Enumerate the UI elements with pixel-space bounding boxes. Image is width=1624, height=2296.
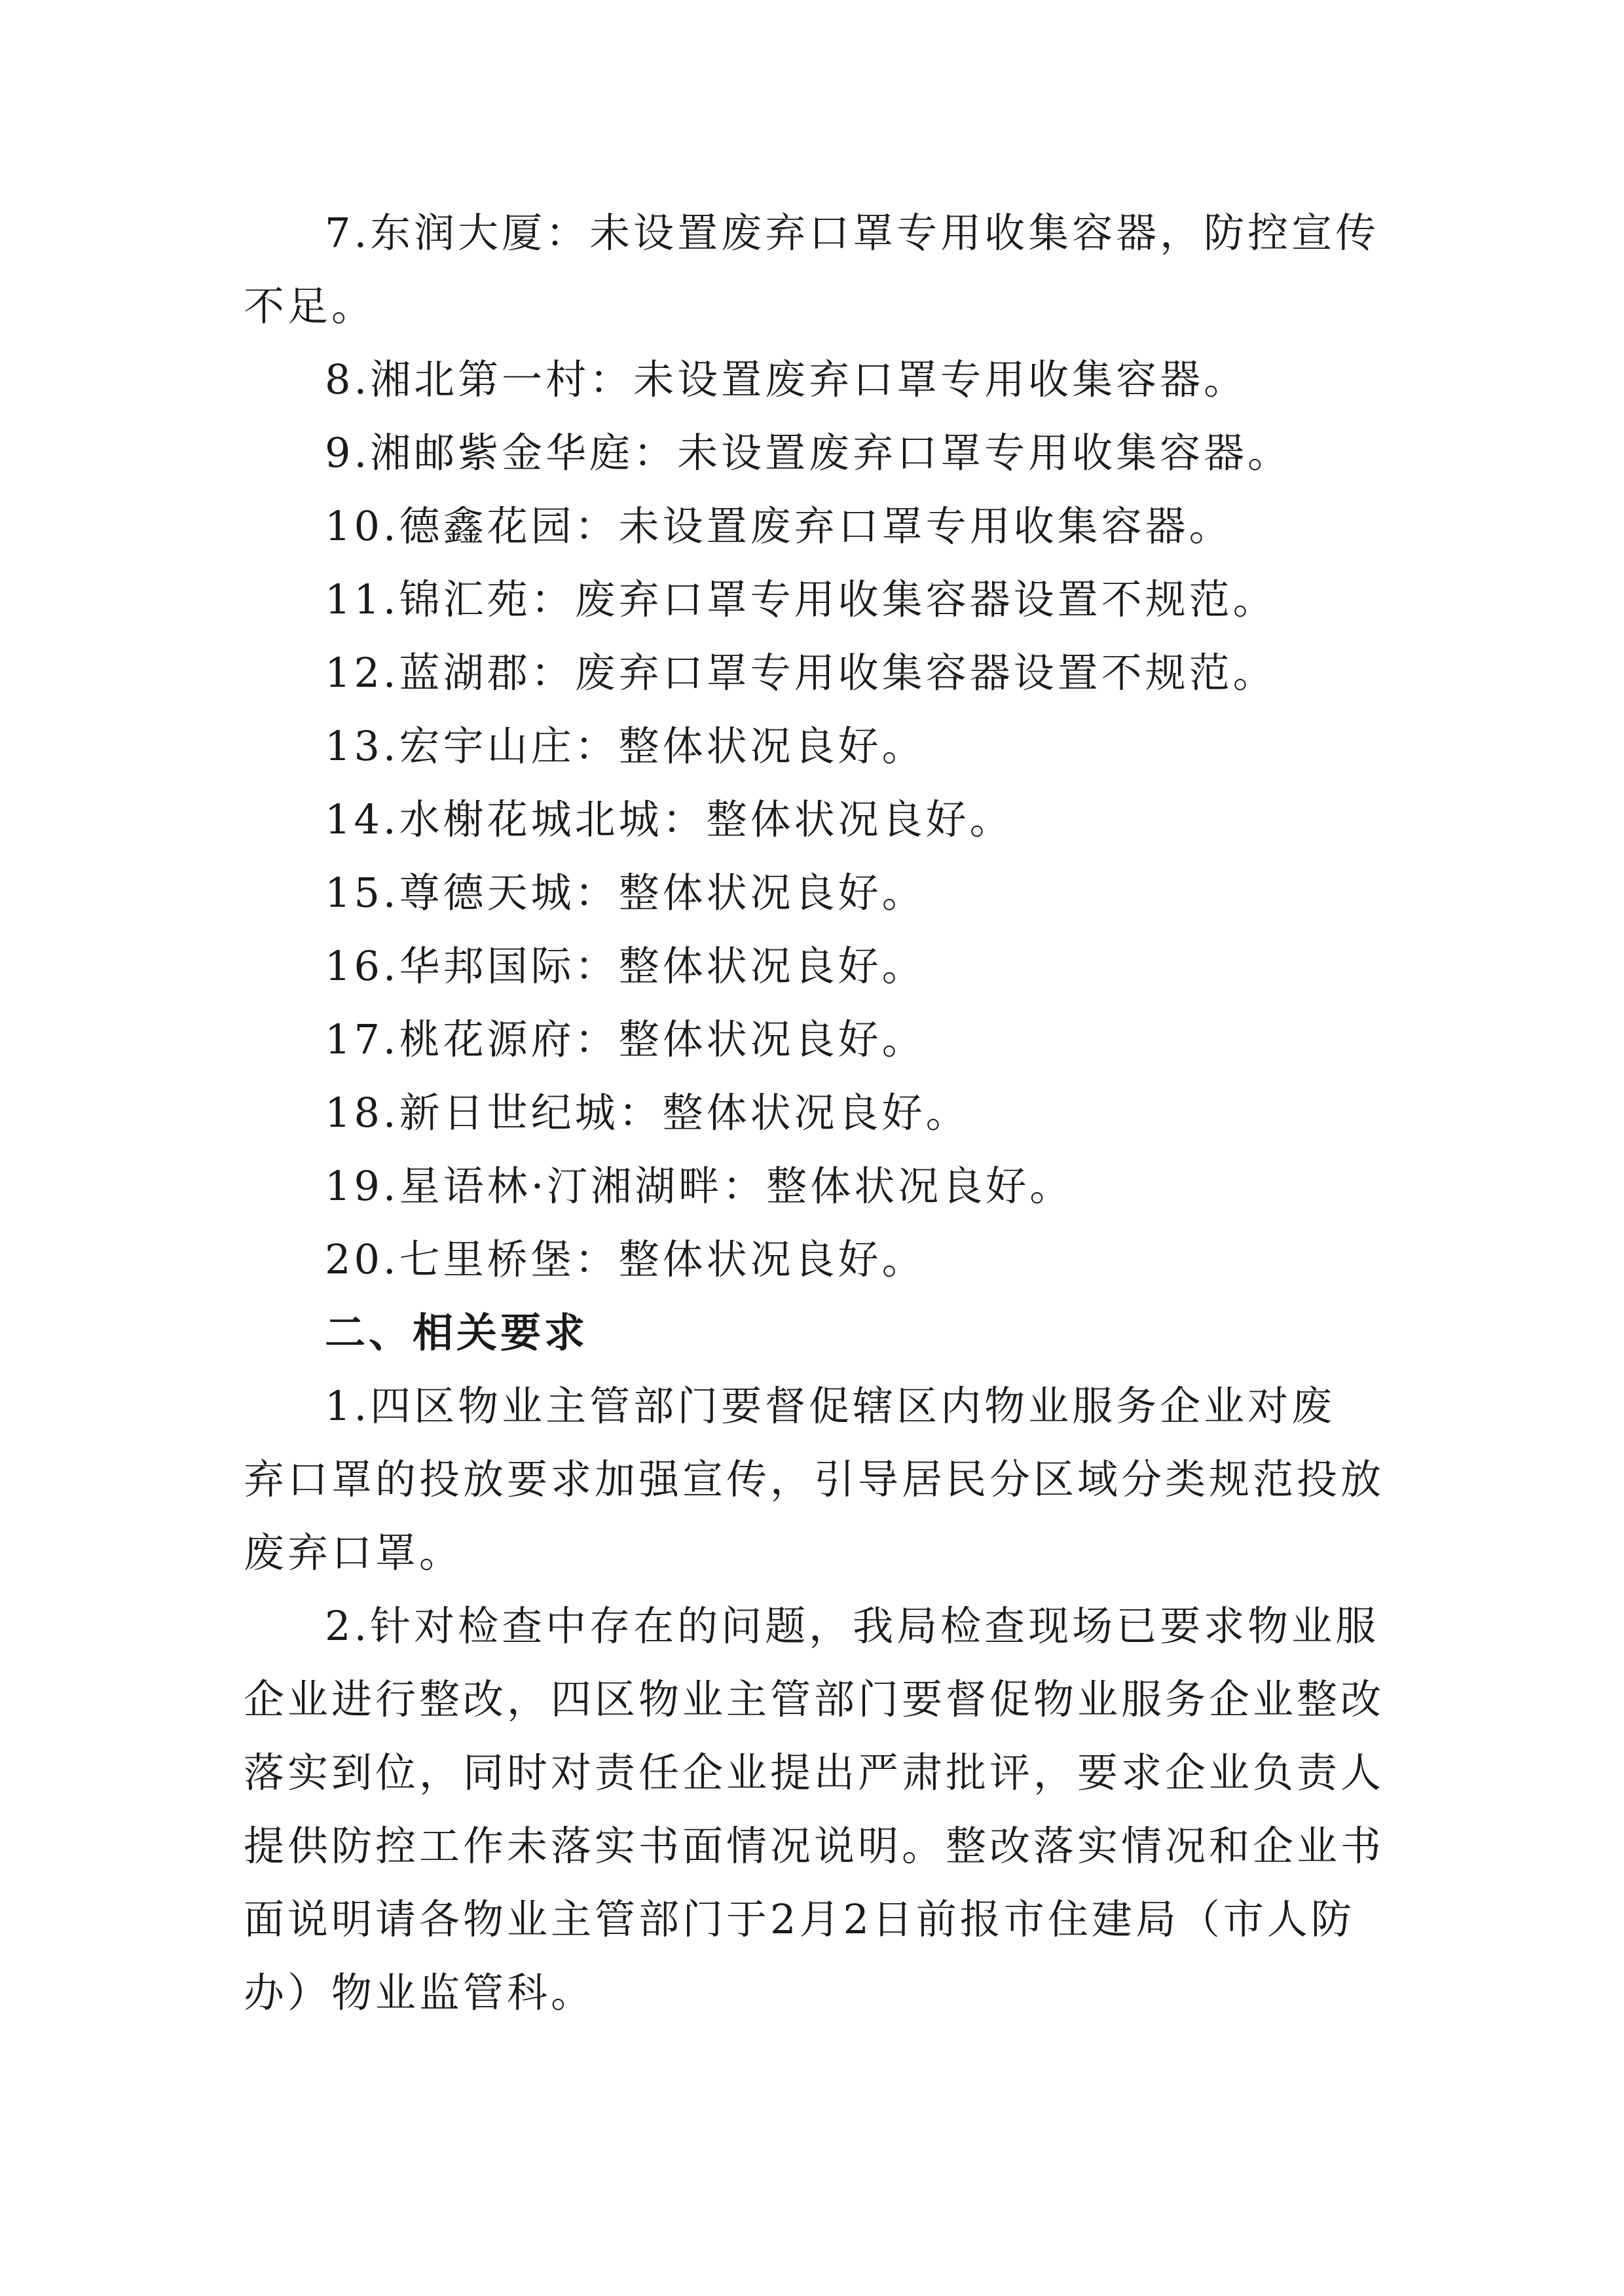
list-item-13: 13.宏宇山庄：整体状况良好。 <box>325 722 926 770</box>
list-item-10: 10.德鑫花园：未设置废弃口罩专用收集容器。 <box>325 502 1233 550</box>
list-item-14: 14.水榭花城北城：整体状况良好。 <box>325 795 1014 843</box>
requirement-2-line-6: 办）物业监管科。 <box>244 1969 595 2016</box>
requirement-paragraph-2 <box>244 1590 1383 2030</box>
requirement-1-line-1: 1.四区物业主管部门要督促辖区内物业服务企业对废 <box>325 1382 1336 1430</box>
list-item-8: 8.湘北第一村：未设置废弃口罩专用收集容器。 <box>325 355 1248 403</box>
list-item-18: 18.新日世纪城：整体状况良好。 <box>325 1089 970 1137</box>
list-item-20: 20.七里桥堡：整体状况良好。 <box>325 1235 926 1283</box>
section-heading: 二、相关要求 <box>325 1309 589 1357</box>
requirement-2-line-1: 2.针对检查中存在的问题，我局检查现场已要求物业服 <box>325 1602 1380 1650</box>
document-body <box>244 196 1383 2030</box>
list-item-17: 17.桃花源府：整体状况良好。 <box>325 1015 926 1063</box>
list-item-7: 7.东润大厦：未设置废弃口罩专用收集容器，防控宣传 <box>325 209 1380 257</box>
list-item-15: 15.尊德天城：整体状况良好。 <box>325 869 926 917</box>
list-item-11: 11.锦汇苑：废弃口罩专用收集容器设置不规范。 <box>325 575 1277 623</box>
list-item-12: 12.蓝湖郡：废弃口罩专用收集容器设置不规范。 <box>325 649 1277 697</box>
requirement-1-line-2: 弃口罩的投放要求加强宣传，引导居民分区域分类规范投放 <box>244 1455 1385 1503</box>
list-item-7-continuation: 不足。 <box>244 282 376 330</box>
list-item-19: 19.星语林·汀湘湖畔：整体状况良好。 <box>325 1162 1074 1210</box>
requirement-2-line-2: 企业进行整改，四区物业主管部门要督促物业服务企业整改 <box>244 1675 1385 1723</box>
requirement-paragraph-1 <box>244 1370 1383 1590</box>
requirement-2-line-3: 落实到位，同时对责任企业提出严肃批评，要求企业负责人 <box>244 1749 1385 1796</box>
list-item-9: 9.湘邮紫金华庭：未设置废弃口罩专用收集容器。 <box>325 429 1292 477</box>
list-item-16: 16.华邦国际：整体状况良好。 <box>325 942 926 990</box>
requirement-1-line-3: 废弃口罩。 <box>244 1529 464 1576</box>
requirement-2-line-5: 面说明请各物业主管部门于2月2日前报市住建局（市人防 <box>244 1895 1355 1943</box>
requirement-2-line-4: 提供防控工作未落实书面情况说明。整改落实情况和企业书 <box>244 1822 1385 1870</box>
